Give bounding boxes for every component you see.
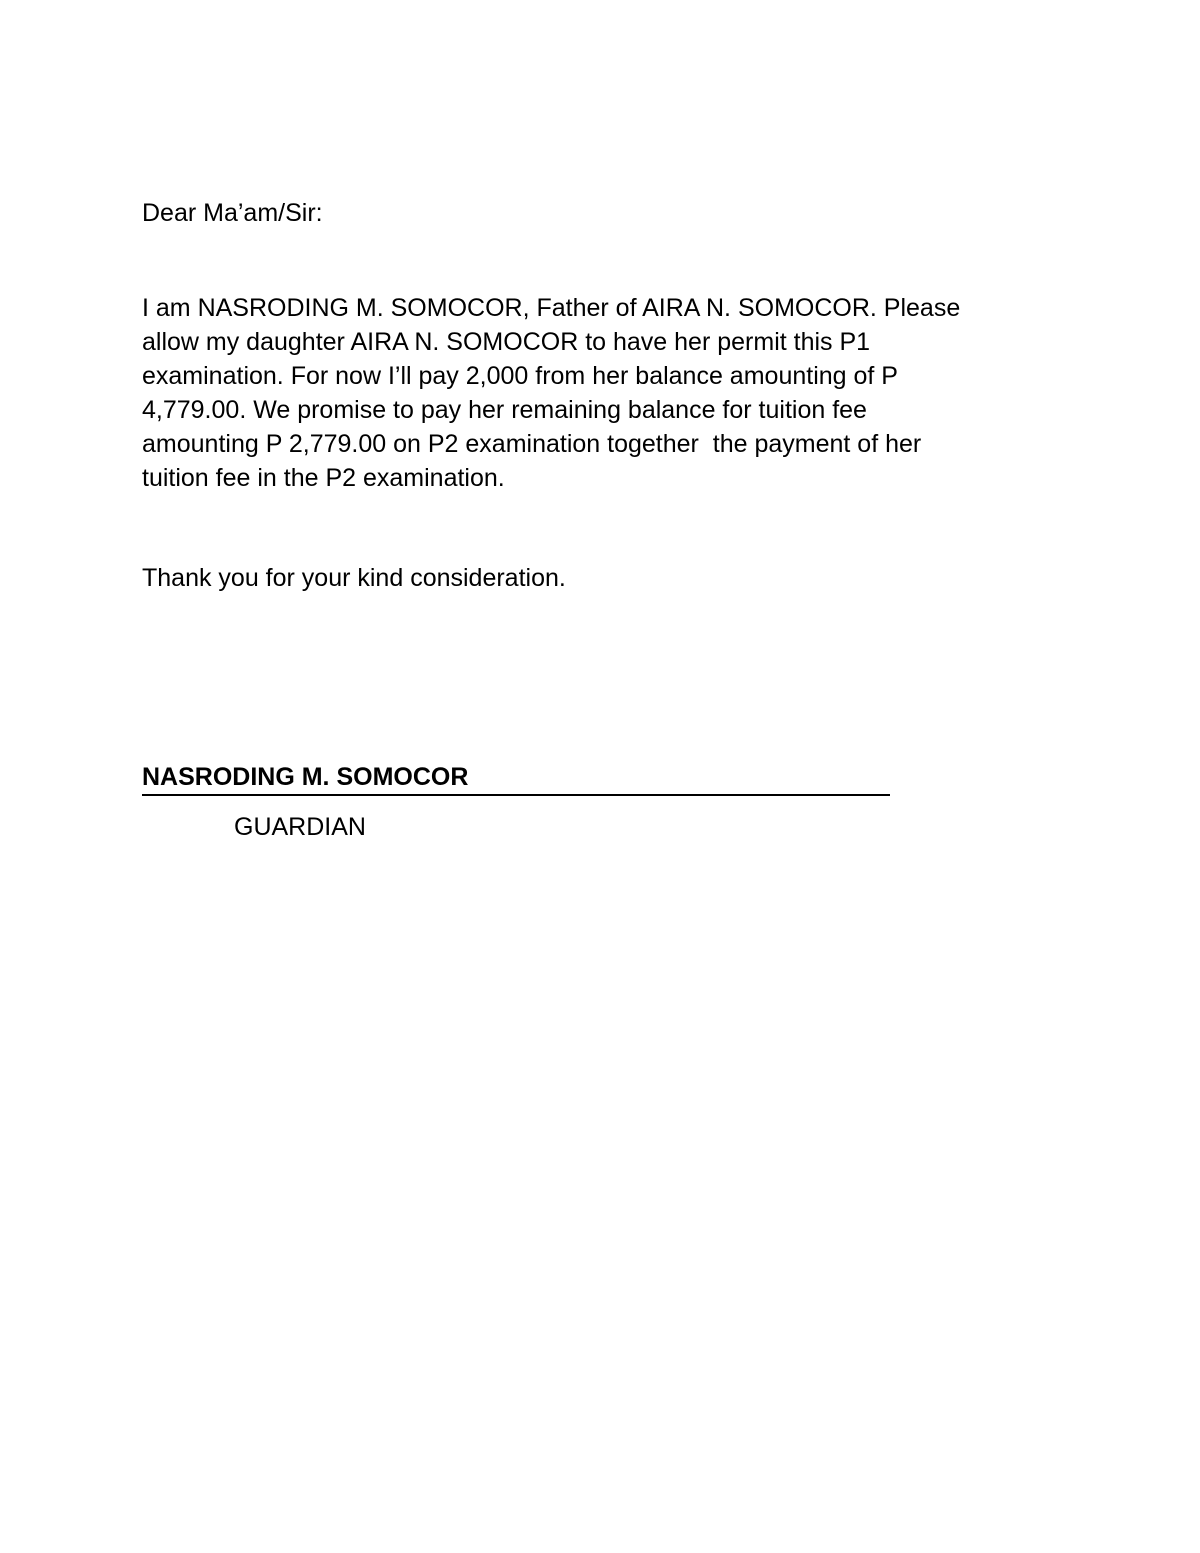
body-line: allow my daughter AIRA N. SOMOCOR to have her permit this P1 (142, 328, 871, 356)
body-line: amounting P 2,779.00 on P2 examination together the payment of her (142, 430, 922, 458)
signatory-title: GUARDIAN (234, 813, 366, 841)
signatory-name: NASRODING M. SOMOCOR (142, 763, 469, 791)
body-line: tuition fee in the P2 examination. (142, 464, 505, 492)
closing-line: Thank you for your kind consideration. (142, 564, 566, 592)
body-line: I am NASRODING M. SOMOCOR, Father of AIRA N. SOMOCOR. Please (142, 294, 961, 322)
body-line: examination. For now I’ll pay 2,000 from her balance amounting of P (142, 362, 898, 390)
signature-block (142, 760, 890, 841)
salutation: Dear Ma’am/Sir: (142, 199, 323, 227)
body-paragraph (142, 291, 1062, 495)
signature-line (142, 760, 890, 796)
body-line: 4,779.00. We promise to pay her remaining balance for tuition fee (142, 396, 867, 424)
